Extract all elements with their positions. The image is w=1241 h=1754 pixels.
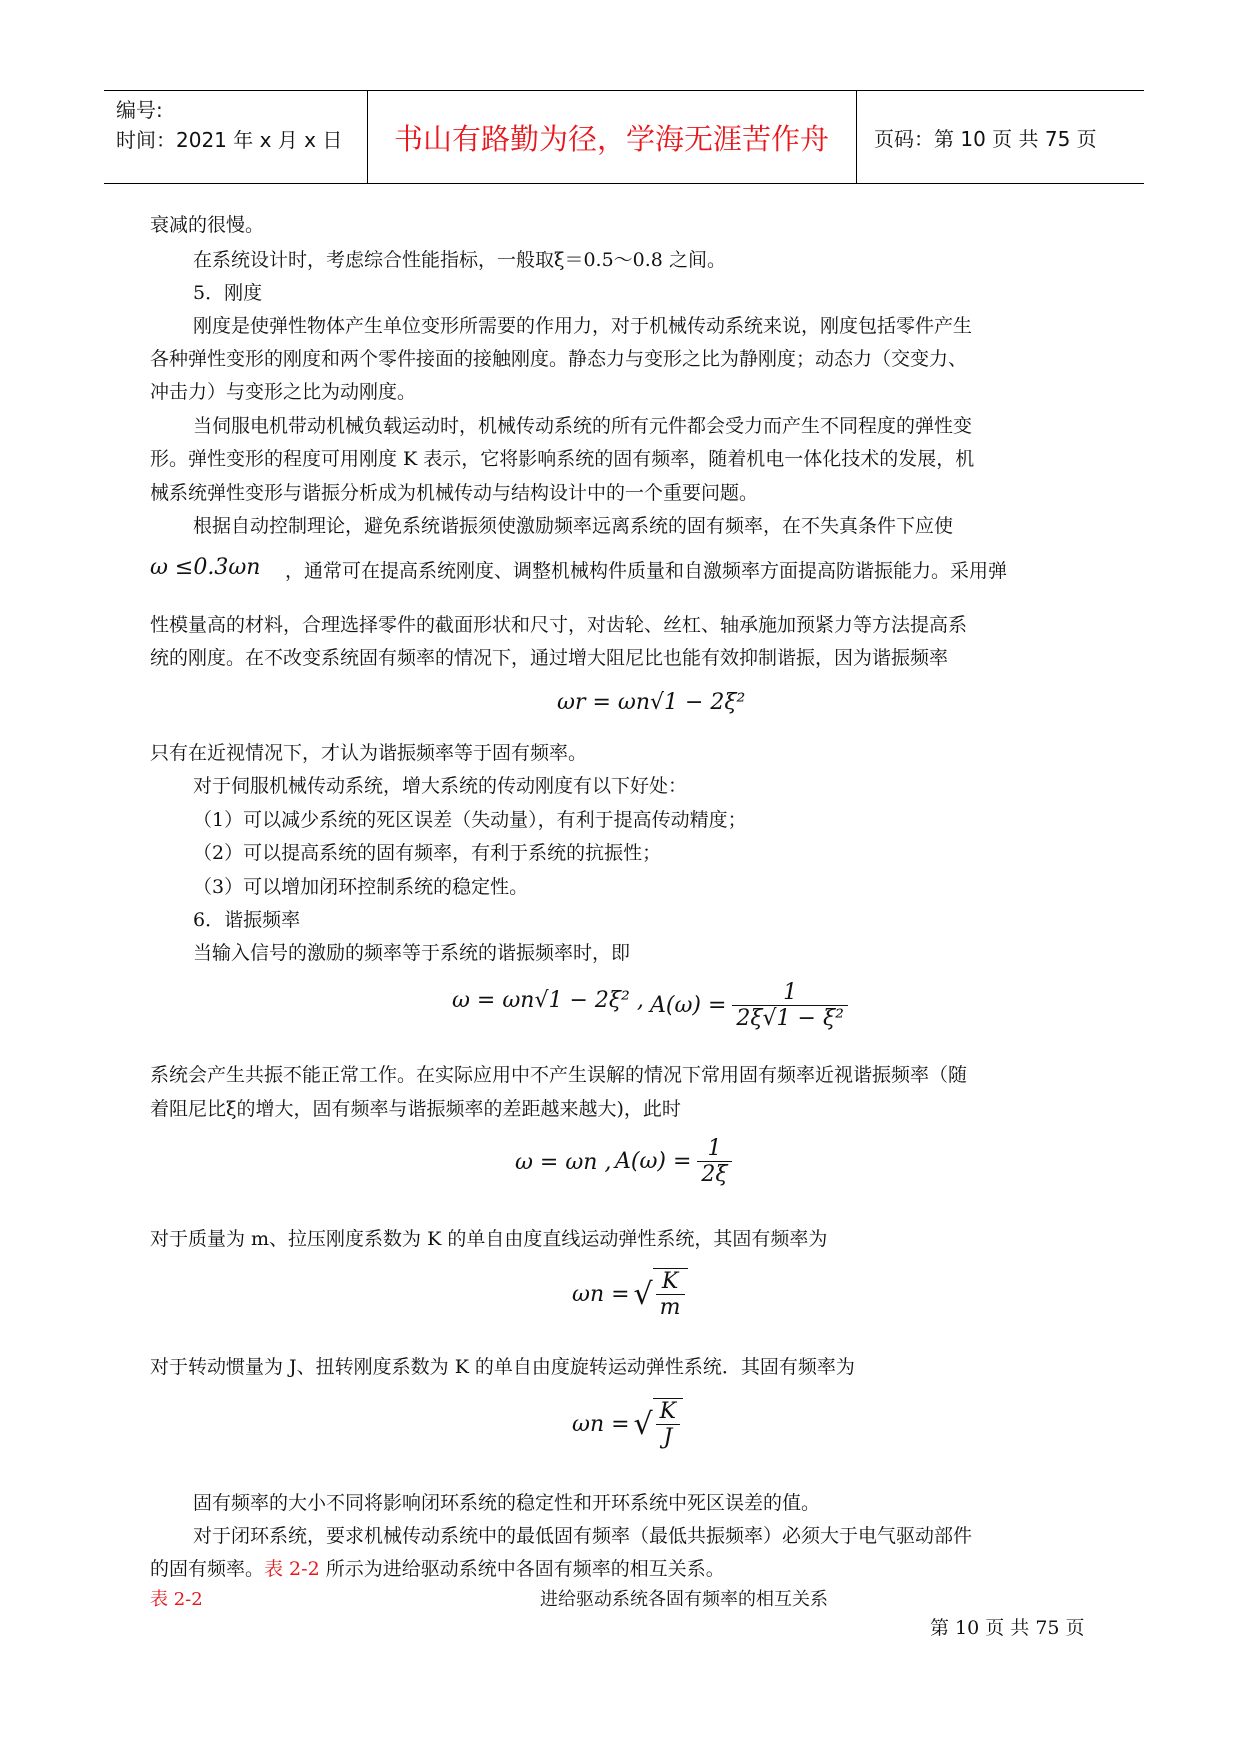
text-line: 着阻尼比ξ的增大，固有频率与谐振频率的差距越来越大)，此时: [150, 1098, 681, 1120]
text-line: 对于闭环系统，要求机械传动系统中的最低固有频率（最低共振频率）必须大于电气驱动部件: [193, 1525, 973, 1547]
text-line: 当输入信号的激励的频率等于系统的谐振频率时，即: [193, 942, 631, 964]
fraction-numerator: 1: [732, 980, 848, 1006]
header-page-label: 页码：第 10 页 共 75 页: [874, 126, 1097, 151]
header-divider: [856, 91, 857, 183]
text-line: 性模量高的材料，合理选择零件的截面形状和尺寸，对齿轮、丝杠、轴承施加预紧力等方法提高系: [150, 614, 968, 636]
equation-amplitude: [615, 1136, 732, 1187]
equation-resonance: ω = ωn√1 − 2ξ² ,: [452, 988, 644, 1013]
fraction: [732, 980, 848, 1031]
equation-lhs: A(ω) =: [650, 993, 727, 1018]
text-span: 的固有频率。: [150, 1558, 265, 1580]
header-divider: [367, 91, 368, 183]
list-item: （1）可以减少系统的死区误差（失动量），有利于提高传动精度；: [193, 809, 747, 831]
list-item: （2）可以提高系统的固有频率，有利于系统的抗振性；: [193, 842, 662, 864]
fraction-denominator: J: [663, 1425, 673, 1450]
equation-lhs: A(ω) =: [615, 1149, 692, 1174]
text-line: 械系统弹性变形与谐振分析成为机械传动与结构设计中的一个重要问题。: [150, 482, 759, 504]
text-span: 所示为进给驱动系统中各固有频率的相互关系。: [319, 1558, 725, 1580]
table-reference-link[interactable]: 表 2-2: [264, 1558, 320, 1580]
fraction-numerator: K: [656, 1269, 685, 1295]
text-line: ，通常可在提高系统刚度、调整机械构件质量和自激频率方面提高防谐振能力。采用弹: [285, 560, 1008, 582]
text-line: 固有频率的大小不同将影响闭环系统的稳定性和开环系统中死区误差的值。: [193, 1492, 821, 1514]
serial-label: 编号:: [116, 98, 163, 122]
fraction: [653, 1268, 688, 1320]
inline-equation: ω ≤0.3ωn: [150, 555, 261, 580]
text-line: 对于质量为 m、拉压刚度系数为 K 的单自由度直线运动弹性系统，其固有频率为: [150, 1228, 828, 1250]
text-line: 只有在近视情况下，才认为谐振频率等于固有频率。: [150, 742, 588, 764]
text-line: 对于转动惯量为 J、扭转刚度系数为 K 的单自由度旋转运动弹性系统．其固有频率为: [150, 1356, 855, 1378]
text-line: 衰减的很慢。: [150, 214, 265, 236]
list-item: （3）可以增加闭环控制系统的稳定性。: [193, 876, 529, 898]
fraction-numerator: 1: [697, 1136, 731, 1162]
time-label: 时间：2021 年 x 月 x 日: [116, 128, 343, 152]
text-line: 根据自动控制理论，避免系统谐振须使激励频率远离系统的固有频率，在不失真条件下应使: [193, 515, 954, 537]
text-line: 当伺服电机带动机械负载运动时，机械传动系统的所有元件都会受力而产生不同程度的弹性变: [193, 415, 973, 437]
equation-natural-frequency-rotational: [572, 1398, 683, 1450]
text-line: 冲击力）与变形之比为动刚度。: [150, 381, 417, 403]
text-line: 对于伺服机械传动系统，增大系统的传动刚度有以下好处：: [193, 775, 688, 797]
equation-lhs: ωn =: [572, 1411, 630, 1437]
text-line: 形。弹性变形的程度可用刚度 K 表示，它将影响系统的固有频率，随着机电一体化技术的发展，机: [150, 448, 975, 470]
equation-approx: ω = ωn ,: [515, 1150, 612, 1175]
section-heading: 6．谐振频率: [193, 909, 301, 931]
fraction-denominator: 2ξ: [701, 1162, 728, 1187]
fraction: [697, 1136, 731, 1187]
fraction-denominator: 2ξ√1 − ξ²: [736, 1006, 844, 1031]
table-label: 表 2-2: [150, 1589, 203, 1610]
equation-resonance: ωr = ωn√1 − 2ξ²: [557, 690, 746, 715]
text-line: 统的刚度。在不改变系统固有频率的情况下，通过增大阻尼比也能有效抑制谐振，因为谐振频率: [150, 647, 949, 669]
text-line: 刚度是使弹性物体产生单位变形所需要的作用力，对于机械传动系统来说，刚度包括零件产生: [193, 315, 973, 337]
equation-natural-frequency-linear: [572, 1268, 688, 1320]
table-caption: 进给驱动系统各固有频率的相互关系: [540, 1589, 828, 1610]
text-line: 各种弹性变形的刚度和两个零件接面的接触刚度。静态力与变形之比为静刚度；动态力（交变力、: [150, 348, 968, 370]
equation-lhs: ωn =: [572, 1281, 630, 1307]
fraction-numerator: K: [656, 1399, 680, 1425]
header-meta: [116, 95, 342, 155]
page-header: [104, 90, 1144, 184]
fraction: [653, 1398, 683, 1450]
page-footer: 第 10 页 共 75 页: [930, 1617, 1085, 1639]
header-motto: 书山有路勤为径，学海无涯苦作舟: [393, 121, 829, 156]
text-line: 在系统设计时，考虑综合性能指标，一般取ξ＝0.5～0.8 之间。: [193, 249, 726, 271]
fraction-denominator: m: [659, 1295, 681, 1320]
text-line: 系统会产生共振不能正常工作。在实际应用中不产生误解的情况下常用固有频率近视谐振频率（随: [150, 1064, 968, 1086]
section-heading: 5．刚度: [193, 282, 263, 304]
text-line: [150, 1556, 725, 1582]
equation-amplitude: [650, 980, 848, 1031]
sqrt-icon: √: [633, 1276, 653, 1312]
sqrt-icon: √: [633, 1406, 653, 1442]
